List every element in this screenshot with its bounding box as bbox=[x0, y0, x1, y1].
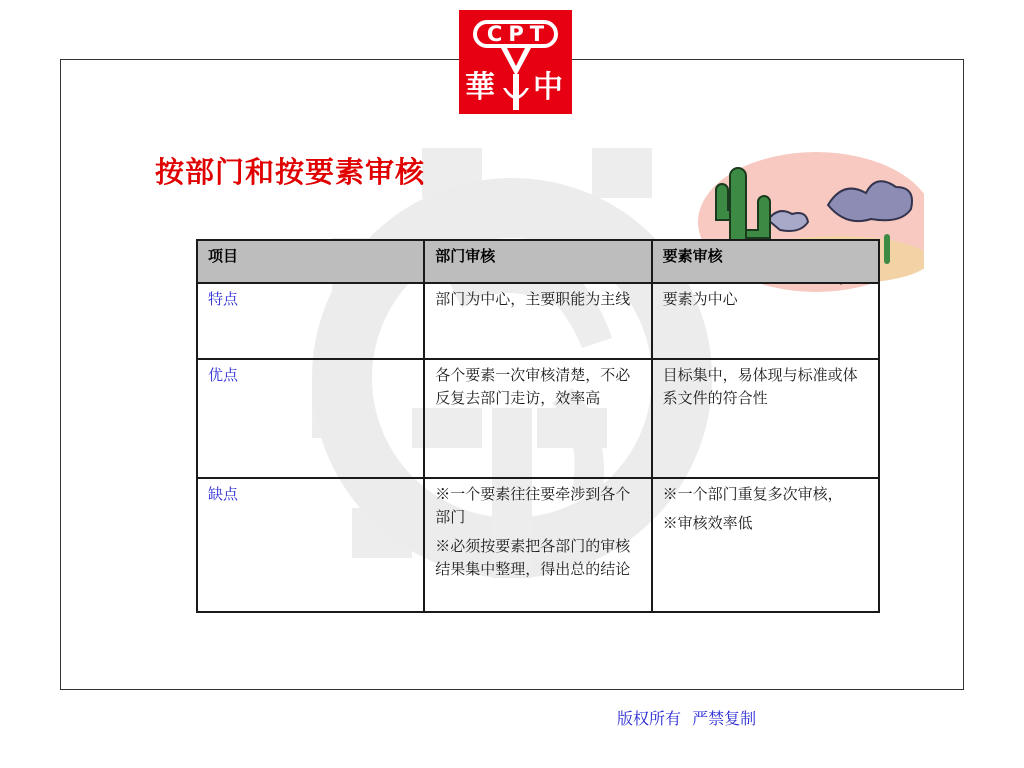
row-label-features: 特点 bbox=[197, 283, 424, 359]
header-element-audit: 要素审核 bbox=[652, 240, 879, 283]
row-label-disadvantages: 缺点 bbox=[197, 478, 424, 612]
cell-dept-disadvantages bbox=[424, 478, 651, 612]
logo-cpt-text: CPT bbox=[473, 20, 558, 48]
cell-paragraph: 要素为中心 bbox=[662, 290, 738, 308]
header-dept-audit: 部门审核 bbox=[424, 240, 651, 283]
page-title: 按部门和按要素审核 bbox=[155, 155, 426, 189]
logo-right-char: 中 bbox=[533, 70, 563, 105]
table-header-row bbox=[197, 240, 879, 283]
logo-emblem-icon bbox=[499, 48, 533, 110]
cell-element-features bbox=[652, 283, 879, 359]
cell-paragraph: ※一个部门重复多次审核， bbox=[662, 485, 843, 503]
cell-paragraph: ※必须按要素把各部门的审核结果集中整理，得出总的结论 bbox=[435, 537, 631, 578]
cell-paragraph: 部门为中心，主要职能为主线 bbox=[435, 290, 631, 308]
cell-element-disadvantages bbox=[652, 478, 879, 612]
row-label-advantages: 优点 bbox=[197, 359, 424, 478]
header-item: 项目 bbox=[197, 240, 424, 283]
cell-paragraph: 目标集中，易体现与标准或体系文件的符合性 bbox=[662, 366, 858, 407]
table-row bbox=[197, 359, 879, 478]
table-row bbox=[197, 283, 879, 359]
copyright-footer: 版权所有 严禁复制 bbox=[617, 709, 757, 728]
cell-element-advantages bbox=[652, 359, 879, 478]
cell-paragraph: 各个要素一次审核清楚，不必反复去部门走访，效率高 bbox=[435, 366, 631, 407]
logo-left-char: 華 bbox=[465, 70, 495, 105]
audit-comparison-table bbox=[196, 239, 880, 613]
cell-dept-advantages bbox=[424, 359, 651, 478]
table-row bbox=[197, 478, 879, 612]
cell-dept-features bbox=[424, 283, 651, 359]
cell-paragraph: ※审核效率低 bbox=[662, 514, 753, 532]
cpt-logo bbox=[459, 10, 572, 114]
cell-paragraph: ※一个要素往往要牵涉到各个部门 bbox=[435, 485, 631, 526]
